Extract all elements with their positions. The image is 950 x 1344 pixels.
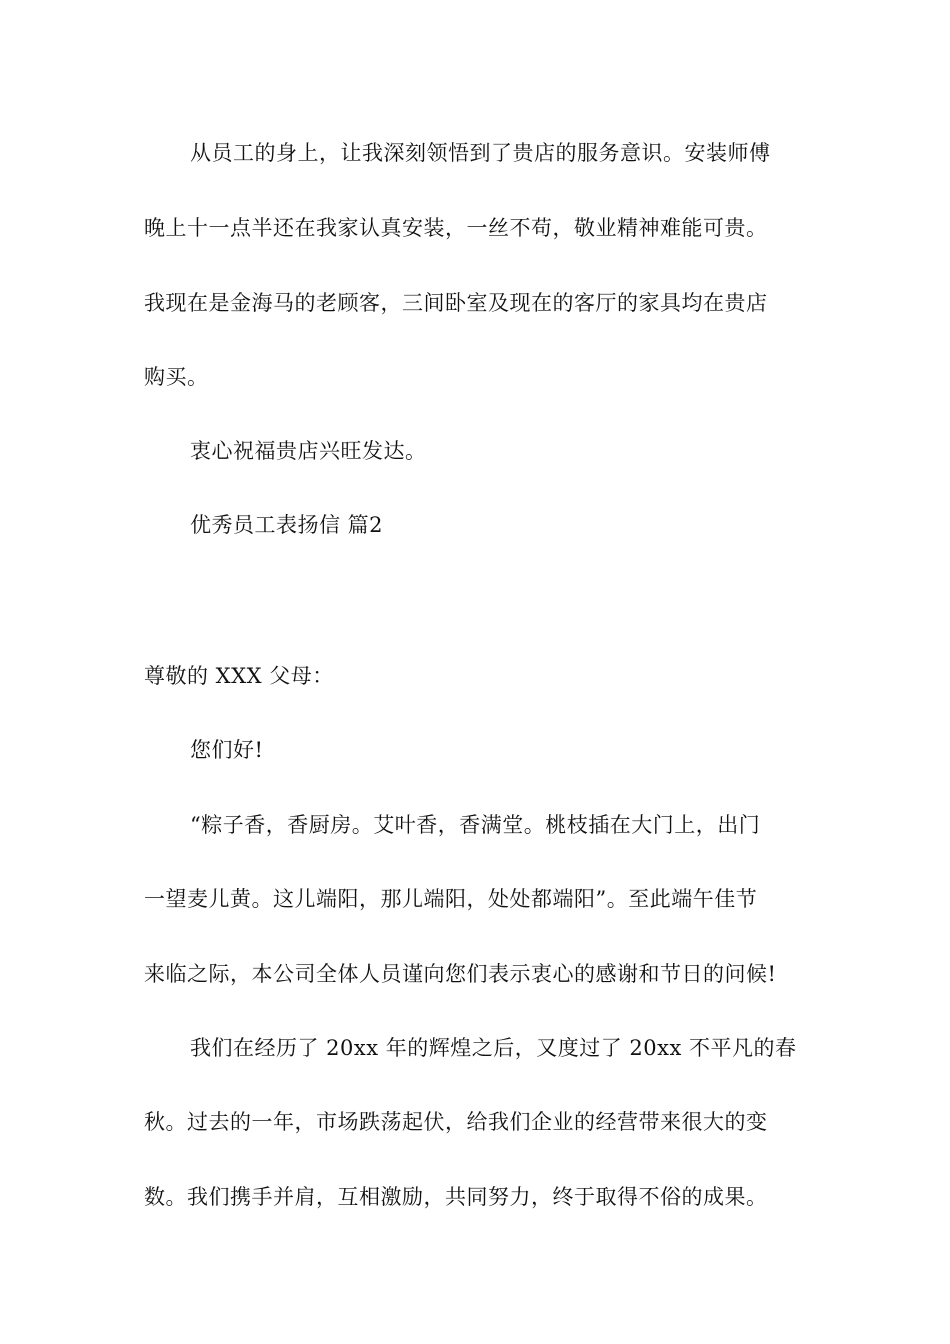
paragraph-line: 我们在经历了 20xx 年的辉煌之后，又度过了 20xx 不平凡的春	[190, 1036, 797, 1060]
paragraph-line: 来临之际，本公司全体人员谨向您们表示衷心的感谢和节日的问候!	[144, 962, 777, 986]
greeting: 您们好!	[190, 738, 264, 762]
paragraph-line: “粽子香，香厨房。艾叶香，香满堂。桃枝插在大门上，出门	[190, 813, 761, 837]
paragraph-line: 衷心祝福贵店兴旺发达。	[190, 439, 427, 463]
paragraph-line: 购买。	[144, 365, 209, 389]
section-heading: 优秀员工表扬信 篇2	[190, 513, 384, 537]
paragraph-line: 秋。过去的一年，市场跌荡起伏，给我们企业的经营带来很大的变	[144, 1110, 768, 1134]
paragraph-line: 我现在是金海马的老顾客，三间卧室及现在的客厅的家具均在贵店	[144, 291, 768, 315]
salutation: 尊敬的 XXX 父母：	[144, 664, 334, 688]
paragraph-line: 数。我们携手并肩，互相激励，共同努力，终于取得不俗的成果。	[144, 1185, 768, 1209]
paragraph-line: 从员工的身上，让我深刻领悟到了贵店的服务意识。安装师傅	[190, 141, 771, 165]
paragraph-line: 晚上十一点半还在我家认真安装，一丝不苟，敬业精神难能可贵。	[144, 216, 768, 240]
paragraph-line: 一望麦儿黄。这儿端阳，那儿端阳，处处都端阳”。至此端午佳节	[144, 887, 758, 911]
